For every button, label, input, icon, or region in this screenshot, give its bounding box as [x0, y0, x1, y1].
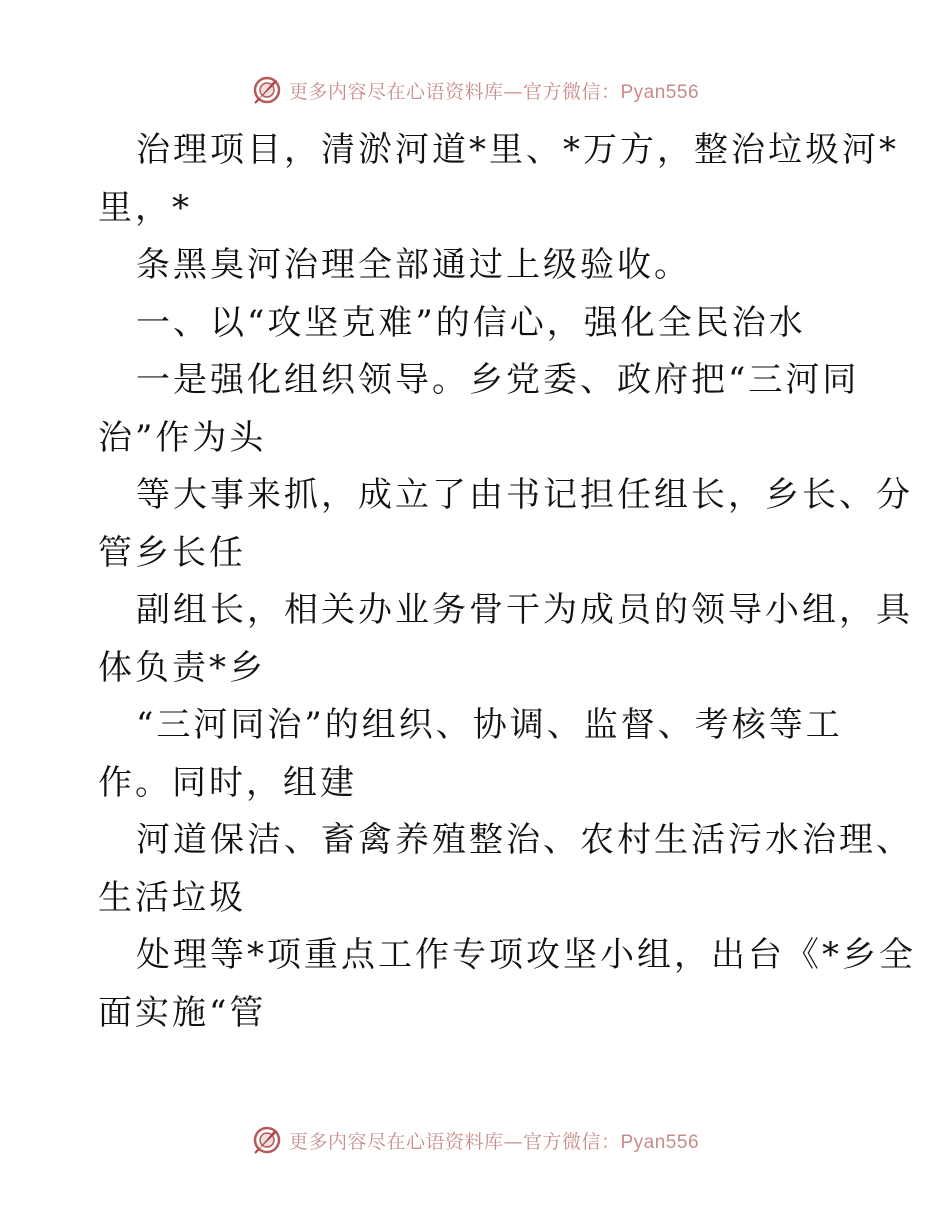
text-line: 面实施“管: [98, 992, 267, 1033]
text-line: 治理项目，清淤河道*里、*万方，整治垃圾河*: [136, 130, 899, 170]
text-line: 作。同时，组建: [98, 762, 357, 803]
quill-pen-seal-icon: [251, 74, 283, 106]
text-line: 里，*: [98, 187, 192, 228]
text-line: 条黑臭河治理全部通过上级验收。: [136, 245, 691, 285]
text-line: 河道保洁、畜禽养殖整治、农村生活污水治理、: [136, 820, 913, 860]
document-body: [98, 122, 916, 1042]
watermark-text: 更多内容尽在心语资料库—官方微信：Pyan556: [288, 1130, 700, 1153]
text-line: 治”作为头: [98, 417, 267, 458]
text-line: 处理等*项重点工作专项攻坚小组，出台《*乡全: [136, 935, 916, 975]
footer-watermark: [0, 1120, 950, 1160]
text-line: 体负责*乡: [98, 647, 266, 688]
text-line: 一是强化组织领导。乡党委、政府把“三河同: [136, 360, 860, 400]
header-watermark: [0, 70, 950, 110]
section-heading: 一、以“攻坚克难”的信心，强化全民治水: [136, 302, 806, 343]
text-line: 管乡长任: [98, 532, 246, 573]
watermark-text: 更多内容尽在心语资料库—官方微信：Pyan556: [288, 80, 700, 103]
quill-pen-seal-icon: [251, 1124, 283, 1156]
text-line: “三河同治”的组织、协调、监督、考核等工: [136, 705, 843, 745]
text-line: 等大事来抓，成立了由书记担任组长，乡长、分: [136, 475, 913, 515]
text-line: 生活垃圾: [98, 877, 246, 918]
text-line: 副组长，相关办业务骨干为成员的领导小组，具: [136, 590, 913, 630]
